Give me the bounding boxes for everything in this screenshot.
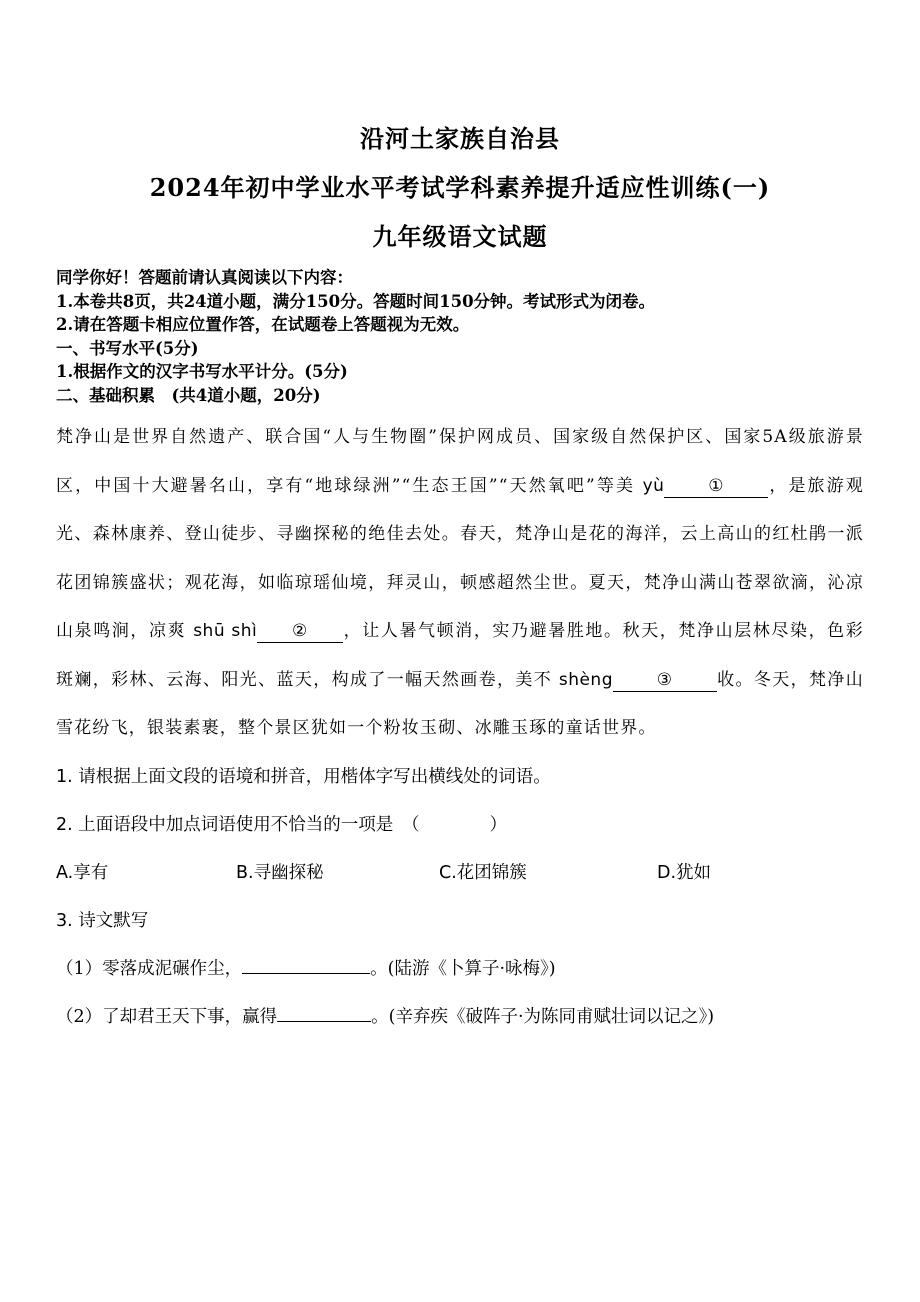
question-3 bbox=[56, 897, 864, 945]
reading-passage bbox=[56, 413, 864, 753]
instruction-item-1: 1.本卷共8页，共24道小题，满分150分。答题时间150分钟。考试形式为闭卷。 bbox=[56, 291, 656, 311]
passage-part-1: 梵净山是世界自然遗产、联合国“人与生物圈”保护网成员、国家级自然保护区、国家5A级旅游景区，中国十大避暑名山，享有“地球绿洲”“生态王国”“天然氧吧”等美 bbox=[56, 427, 864, 496]
answer-blank-1[interactable]: ① bbox=[664, 475, 768, 498]
question-3-text: 诗文默写 bbox=[72, 910, 149, 931]
poem-recitation-1 bbox=[56, 945, 864, 993]
subject-title: 九年级语文试题 bbox=[372, 222, 548, 251]
option-d[interactable] bbox=[657, 849, 711, 897]
instruction-item-2: 2.请在答题卡相应位置作答，在试题卷上答题视为无效。 bbox=[56, 315, 470, 334]
instructions bbox=[56, 266, 864, 407]
option-b-text: 寻幽探秘 bbox=[253, 862, 324, 883]
pinyin-1: yù bbox=[642, 475, 665, 496]
option-d-text: 犹如 bbox=[676, 862, 712, 883]
passage-part-2: ，是旅游观光、森林康养、登山徒步、寻幽探秘的绝佳去处。春天，梵净山是花的海洋，云上高山的红杜鹃一派花团锦簇盛状；观花海，如临琼瑶仙境，拜灵山，顿感超然尘世。夏天，梵净山满山苍翠欲滴，沁凉山泉鸣涧，凉爽 bbox=[56, 475, 864, 641]
passage-part-4: 收。冬天，梵净山雪花纷飞，银装素裹，整个景区犹如一个粉妆玉砌、冰雕玉琢的童话世界。 bbox=[56, 669, 864, 738]
option-a[interactable] bbox=[56, 849, 236, 897]
section-1-question: 1.根据作文的汉字书写水平计分。(5分) bbox=[56, 362, 348, 381]
question-1-number: 1. bbox=[56, 766, 73, 787]
option-a-text: 享有 bbox=[73, 862, 109, 883]
section-1-heading: 一、书写水平(5分) bbox=[56, 338, 199, 358]
poem-1-blank[interactable] bbox=[242, 955, 370, 974]
question-3-number: 3. bbox=[56, 910, 73, 931]
option-c[interactable] bbox=[439, 849, 657, 897]
option-c-letter: C. bbox=[439, 862, 457, 883]
question-2-text: 上面语段中加点词语使用不恰当的一项是 （ ） bbox=[72, 814, 508, 835]
poem-2-blank[interactable] bbox=[277, 1003, 371, 1022]
question-1-text: 请根据上面文段的语境和拼音，用楷体字写出横线处的词语。 bbox=[72, 766, 551, 787]
exam-title: 2024年初中学业水平考试学科素养提升适应性训练(一) bbox=[149, 173, 771, 202]
option-c-text: 花团锦簇 bbox=[456, 862, 527, 883]
option-b-letter: B. bbox=[236, 862, 254, 883]
poem-1-prompt: （1）零落成泥碾作尘， bbox=[56, 958, 243, 979]
poem-2-prompt: （2）了却君王天下事，赢得 bbox=[56, 1006, 278, 1027]
question-2 bbox=[56, 801, 864, 849]
instruction-greeting: 同学你好！答题前请认真阅读以下内容： bbox=[56, 268, 353, 287]
county-title: 沿河土家族自治县 bbox=[360, 124, 560, 153]
option-a-letter: A. bbox=[56, 862, 74, 883]
pinyin-3: shèng bbox=[558, 669, 613, 690]
poem-1-source: 。(陆游《卜算子·咏梅》) bbox=[370, 958, 556, 979]
question-2-options bbox=[56, 849, 864, 897]
section-2-heading: 二、基础积累 (共4道小题，20分) bbox=[56, 385, 321, 405]
answer-blank-3[interactable]: ③ bbox=[613, 669, 717, 692]
pinyin-2: shū shì bbox=[193, 621, 258, 641]
poem-recitation-2 bbox=[56, 993, 864, 1041]
option-b[interactable] bbox=[236, 849, 439, 897]
question-1 bbox=[56, 753, 864, 801]
answer-blank-2[interactable]: ② bbox=[257, 620, 343, 643]
poem-2-source: 。(辛弃疾《破阵子·为陈同甫赋壮词以记之》) bbox=[371, 1006, 715, 1027]
option-d-letter: D. bbox=[657, 862, 677, 883]
question-2-number: 2. bbox=[56, 814, 73, 835]
passage-part-3: ，让人暑气顿消，实乃避暑胜地。秋天，梵净山层林尽染，色彩斑斓，彩林、云海、阳光、蓝天，构成了一幅天然画卷，美不 bbox=[56, 621, 864, 690]
exam-header bbox=[56, 114, 864, 261]
